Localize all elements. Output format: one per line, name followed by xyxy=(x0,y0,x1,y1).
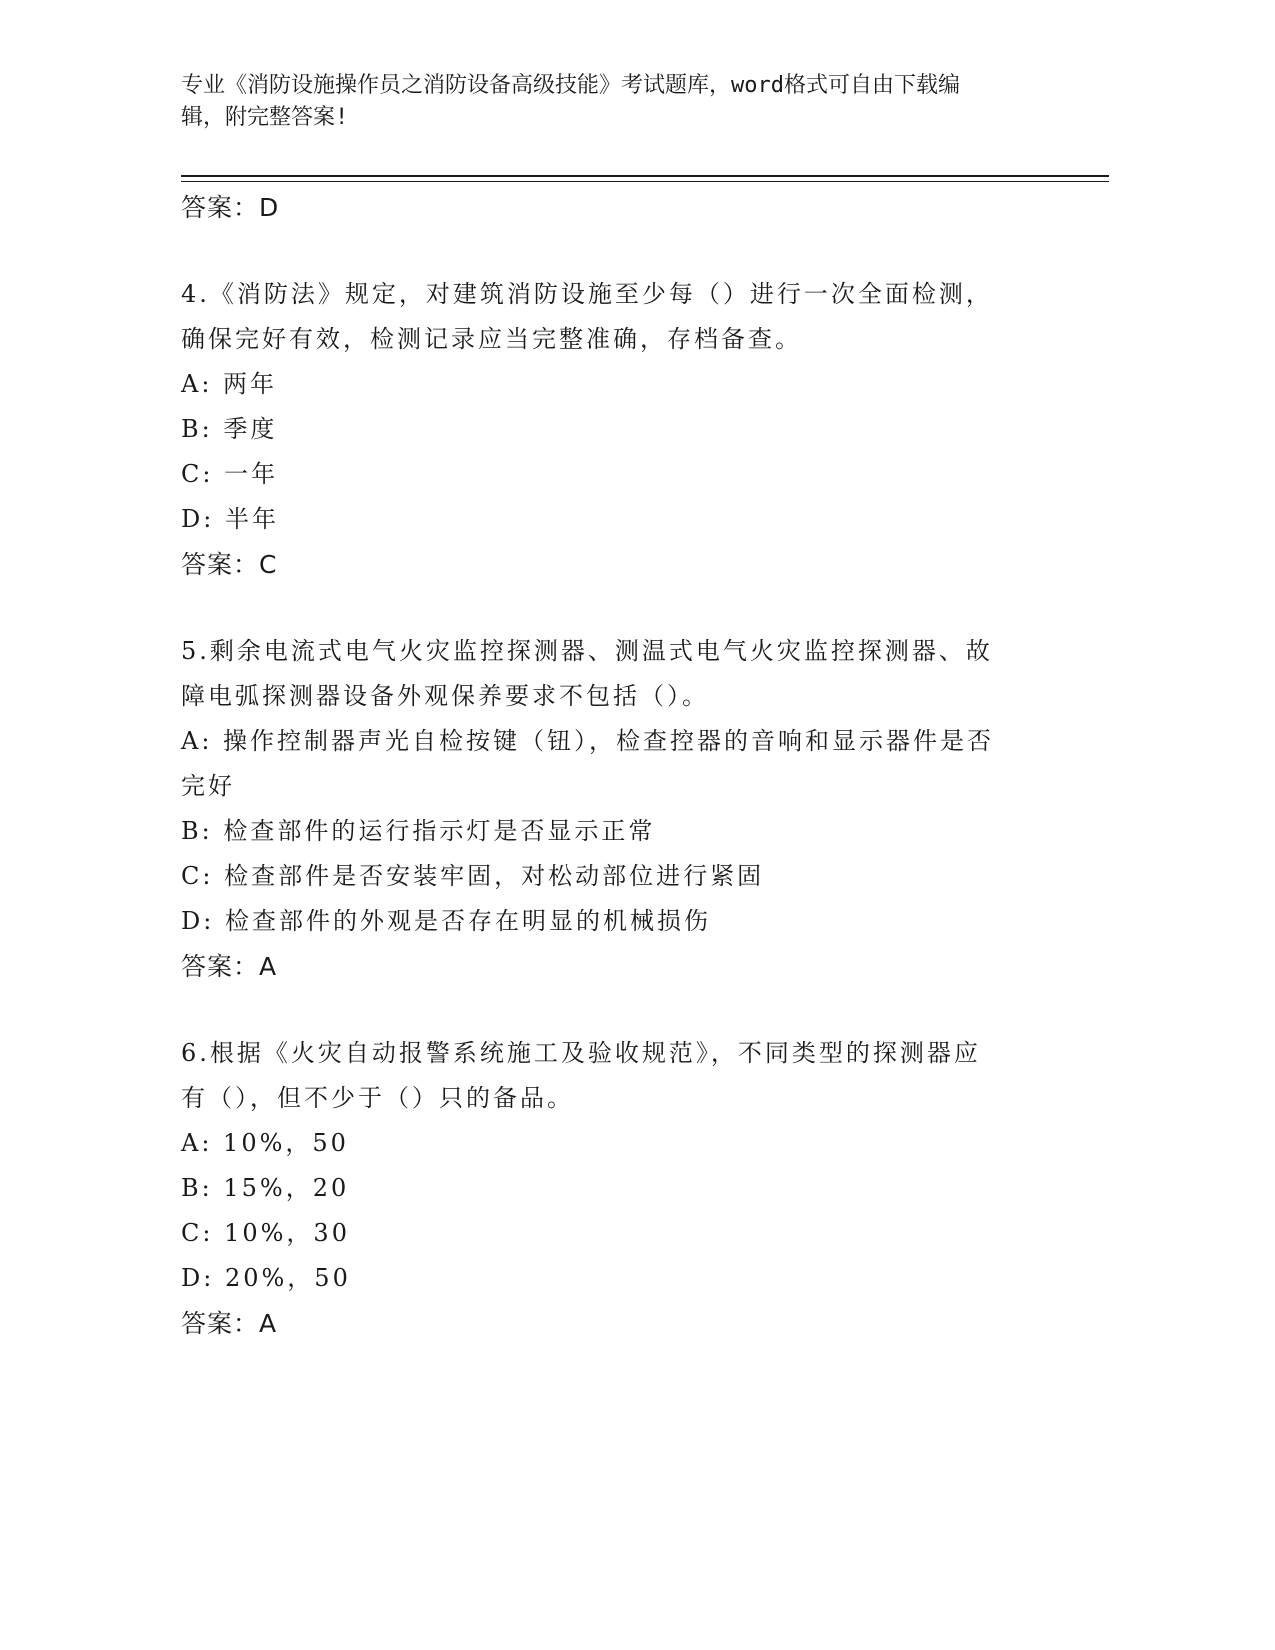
option-d: D: 20%，50 xyxy=(181,1264,351,1292)
option-d: D: 半年 xyxy=(181,505,279,533)
option-c: C: 一年 xyxy=(181,460,279,488)
header-line-2: 辑，附完整答案! xyxy=(181,105,349,130)
spacer xyxy=(181,989,1081,1031)
header-divider-thin xyxy=(181,181,1109,182)
question-stem-line: 5.剩余电流式电气火灾监控探测器、测温式电气火灾监控探测器、故 xyxy=(181,637,993,665)
header-line-1: 专业《消防设施操作员之消防设备高级技能》考试题库，word格式可自由下载编 xyxy=(181,73,960,98)
question-4 xyxy=(181,272,1081,587)
option-d: D: 检查部件的外观是否存在明显的机械损伤 xyxy=(181,907,711,935)
answer: 答案：A xyxy=(181,1309,278,1338)
option-b: B: 检查部件的运行指示灯是否显示正常 xyxy=(181,817,656,845)
option-c: C: 10%，30 xyxy=(181,1219,350,1247)
option-a: A: 10%，50 xyxy=(181,1129,349,1157)
question-stem-line: 障电弧探测器设备外观保养要求不包括（）。 xyxy=(181,682,709,710)
option-b: B: 15%，20 xyxy=(181,1174,350,1202)
option-c: C: 检查部件是否安装牢固，对松动部位进行紧固 xyxy=(181,862,765,890)
spacer xyxy=(181,587,1081,629)
question-stem-line: 确保完好有效，检测记录应当完整准确，存档备查。 xyxy=(181,325,802,353)
question-stem-line: 有（），但不少于（）只的备品。 xyxy=(181,1084,574,1112)
question-5 xyxy=(181,629,1081,989)
answer: 答案：C xyxy=(181,550,278,579)
option-a: A: 操作控制器声光自检按键（钮），检查控器的音响和显示器件是否 xyxy=(181,727,995,755)
option-a-continued: 完好 xyxy=(181,772,235,800)
document-header xyxy=(181,70,1041,134)
question-content xyxy=(181,185,1081,1346)
question-stem-line: 6.根据《火灾自动报警系统施工及验收规范》，不同类型的探测器应 xyxy=(181,1039,981,1067)
question-6 xyxy=(181,1031,1081,1346)
option-b: B: 季度 xyxy=(181,415,278,443)
question-stem-line: 4.《消防法》规定，对建筑消防设施至少每（）进行一次全面检测， xyxy=(181,280,993,308)
spacer xyxy=(181,230,1081,272)
previous-answer: 答案：D xyxy=(181,193,280,222)
header-divider-thick xyxy=(181,175,1109,177)
answer: 答案：A xyxy=(181,952,278,981)
option-a: A: 两年 xyxy=(181,370,278,398)
